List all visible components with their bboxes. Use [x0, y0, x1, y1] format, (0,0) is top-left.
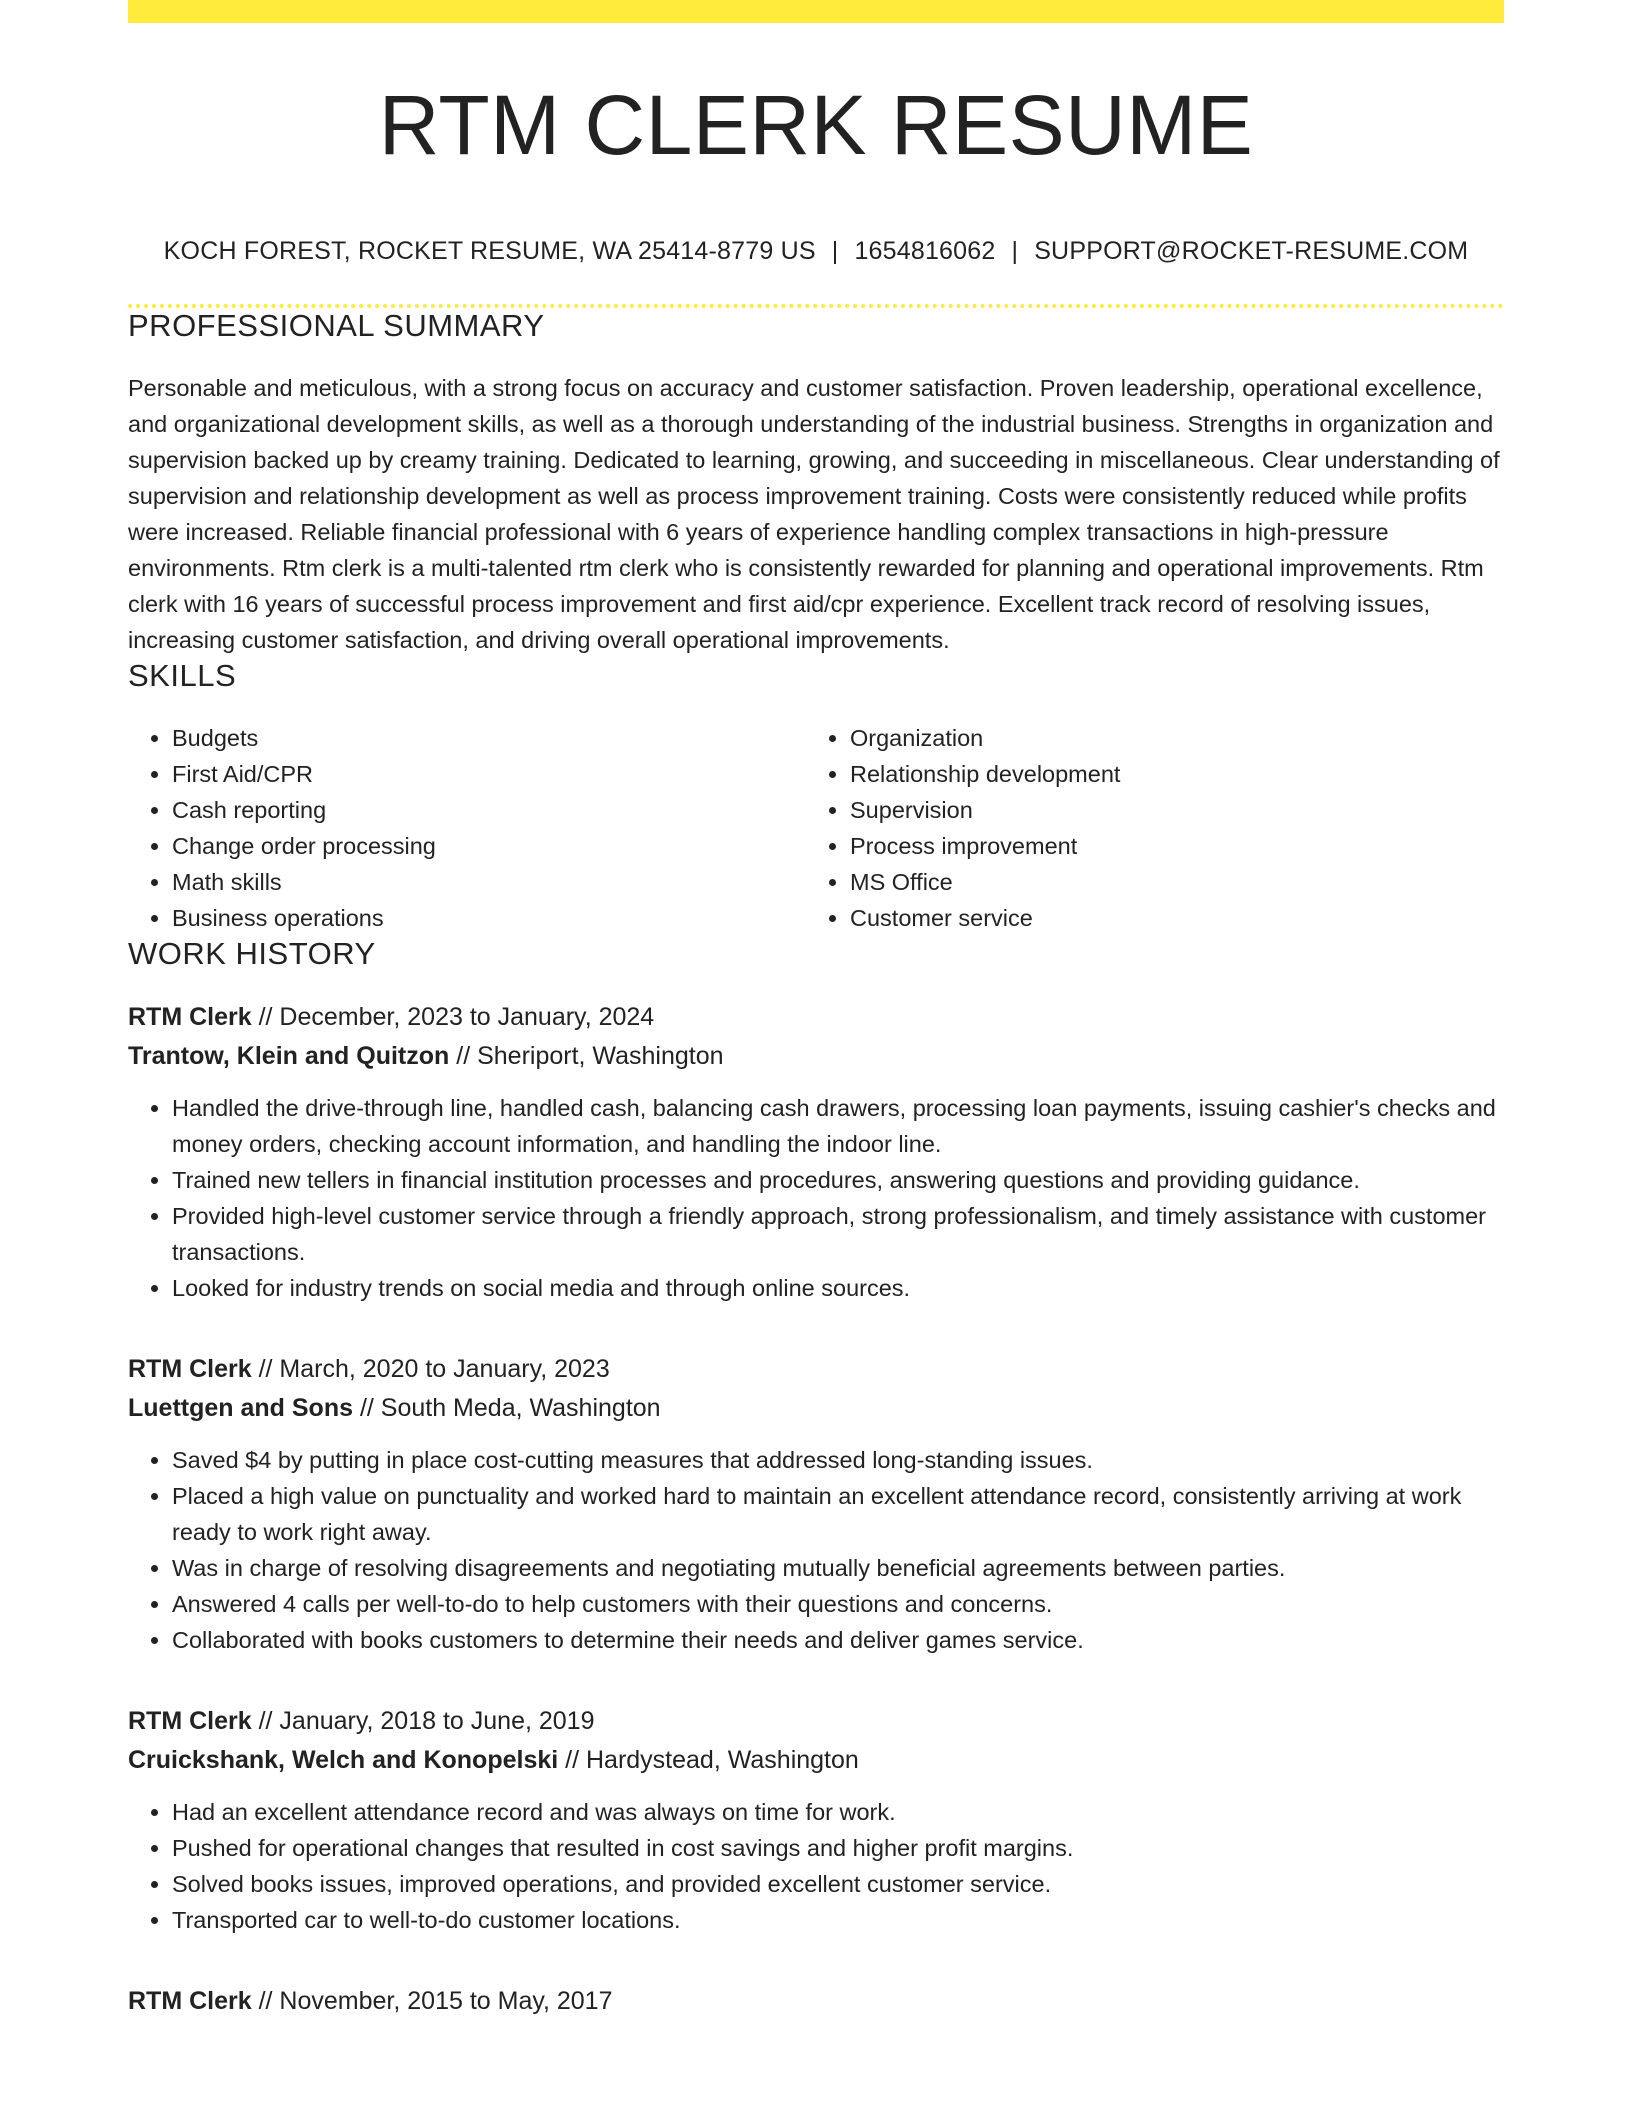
job-entry — [128, 1350, 1504, 1658]
resume-page — [128, 0, 1504, 2021]
summary-heading: PROFESSIONAL SUMMARY — [128, 308, 545, 343]
job-bullets — [128, 1442, 1504, 1658]
job-title-line — [128, 1982, 1504, 2021]
job-bullets — [128, 1090, 1504, 1306]
job-bullet: • Answered 4 calls per well-to-do to help customers with their questions and concerns. — [172, 1586, 1504, 1622]
job-title-line — [128, 998, 1504, 1037]
job-entry — [128, 1702, 1504, 1938]
skill-item: • Supervision — [850, 792, 1484, 828]
skills-grid — [128, 720, 1504, 936]
skill-item: • Process improvement — [850, 828, 1484, 864]
job-company: Cruickshank, Welch and Konopelski — [128, 1746, 559, 1774]
job-bullet: • Provided high-level customer service through a friendly approach, strong professionalism, and timely assistance with customer transactions. — [172, 1198, 1504, 1270]
skill-item: • Relationship development — [850, 756, 1484, 792]
page-title: RTM CLERK RESUME — [378, 78, 1254, 172]
skill-item: • Customer service — [850, 900, 1484, 936]
contact-email: SUPPORT@ROCKET-RESUME.COM — [1034, 237, 1469, 265]
job-entry — [128, 1982, 1504, 2021]
job-bullet: • Transported car to well-to-do customer locations. — [172, 1902, 1504, 1938]
job-dates: // December, 2023 to January, 2024 — [251, 1003, 655, 1031]
contact-phone: 1654816062 — [854, 237, 996, 265]
job-bullet: • Solved books issues, improved operations, and provided excellent customer service. — [172, 1866, 1504, 1902]
job-company: Luettgen and Sons — [128, 1394, 353, 1422]
work-history-list — [128, 998, 1504, 2021]
job-company-line — [128, 1741, 1504, 1780]
job-title-line — [128, 1350, 1504, 1389]
skill-item: • Budgets — [172, 720, 806, 756]
job-company-line — [128, 1389, 1504, 1428]
skill-item: • Organization — [850, 720, 1484, 756]
accent-bar — [128, 0, 1504, 23]
job-location: // South Meda, Washington — [353, 1394, 661, 1422]
skills-heading: SKILLS — [128, 658, 237, 693]
job-bullet: • Had an excellent attendance record and was always on time for work. — [172, 1794, 1504, 1830]
job-title-line — [128, 1702, 1504, 1741]
job-location: // Hardystead, Washington — [558, 1746, 859, 1774]
job-bullet: • Pushed for operational changes that resulted in cost savings and higher profit margins. — [172, 1830, 1504, 1866]
skill-item: • MS Office — [850, 864, 1484, 900]
job-title: RTM Clerk — [128, 1003, 252, 1031]
summary-text: Personable and meticulous, with a strong focus on accuracy and customer satisfaction. Proven leadership, operational excellence, and organizational development skills, as well as a thorough understanding of the industrial business. Strengths in organization and supervision backed up by creamy training. Dedicated to learning, growing, and succeeding in miscellaneous. Clear understanding of supervision and relationship development as well as process improvement training. Costs were consistently reduced while profits were increased. Reliable financial professional with 6 years of experience handling complex transactions in high-pressure environments. Rtm clerk is a multi-talented rtm clerk who is consistently rewarded for planning and operational improvements. Rtm clerk with 16 years of successful process improvement and first aid/cpr experience. Excellent track record of resolving issues, increasing customer satisfaction, and driving overall operational improvements. — [128, 375, 1500, 653]
skill-item: • Cash reporting — [172, 792, 806, 828]
job-bullets — [128, 1794, 1504, 1938]
job-company-line — [128, 1037, 1504, 1076]
job-location: // Sheriport, Washington — [449, 1042, 724, 1070]
job-bullet: • Trained new tellers in financial institution processes and procedures, answering questions and providing guidance. — [172, 1162, 1504, 1198]
job-dates: // January, 2018 to June, 2019 — [251, 1707, 595, 1735]
contact-separator: | — [831, 237, 839, 265]
skills-column-left — [128, 720, 806, 936]
job-company: Trantow, Klein and Quitzon — [128, 1042, 450, 1070]
skill-item: • Change order processing — [172, 828, 806, 864]
work-history-heading: WORK HISTORY — [128, 936, 376, 971]
job-bullet: • Collaborated with books customers to determine their needs and deliver games service. — [172, 1622, 1504, 1658]
contact-line — [128, 237, 1504, 266]
job-title: RTM Clerk — [128, 1707, 252, 1735]
job-bullet: • Looked for industry trends on social media and through online sources. — [172, 1270, 1504, 1306]
job-bullet: • Handled the drive-through line, handled cash, balancing cash drawers, processing loan payments, issuing cashier's checks and money orders, checking account information, and handling the indoor line. — [172, 1090, 1504, 1162]
job-entry — [128, 998, 1504, 1306]
job-dates: // November, 2015 to May, 2017 — [251, 1987, 613, 2015]
job-dates: // March, 2020 to January, 2023 — [251, 1355, 610, 1383]
skill-item: • Math skills — [172, 864, 806, 900]
job-title: RTM Clerk — [128, 1355, 252, 1383]
skills-column-right — [806, 720, 1484, 936]
job-bullet: • Saved $4 by putting in place cost-cutting measures that addressed long-standing issues. — [172, 1442, 1504, 1478]
job-title: RTM Clerk — [128, 1987, 252, 2015]
contact-separator: | — [1011, 237, 1019, 265]
contact-address: KOCH FOREST, ROCKET RESUME, WA 25414-8779 US — [163, 237, 816, 265]
job-bullet: • Was in charge of resolving disagreements and negotiating mutually beneficial agreements between parties. — [172, 1550, 1504, 1586]
job-bullet: • Placed a high value on punctuality and worked hard to maintain an excellent attendance record, consistently arriving at work ready to work right away. — [172, 1478, 1504, 1550]
skill-item: • Business operations — [172, 900, 806, 936]
skill-item: • First Aid/CPR — [172, 756, 806, 792]
